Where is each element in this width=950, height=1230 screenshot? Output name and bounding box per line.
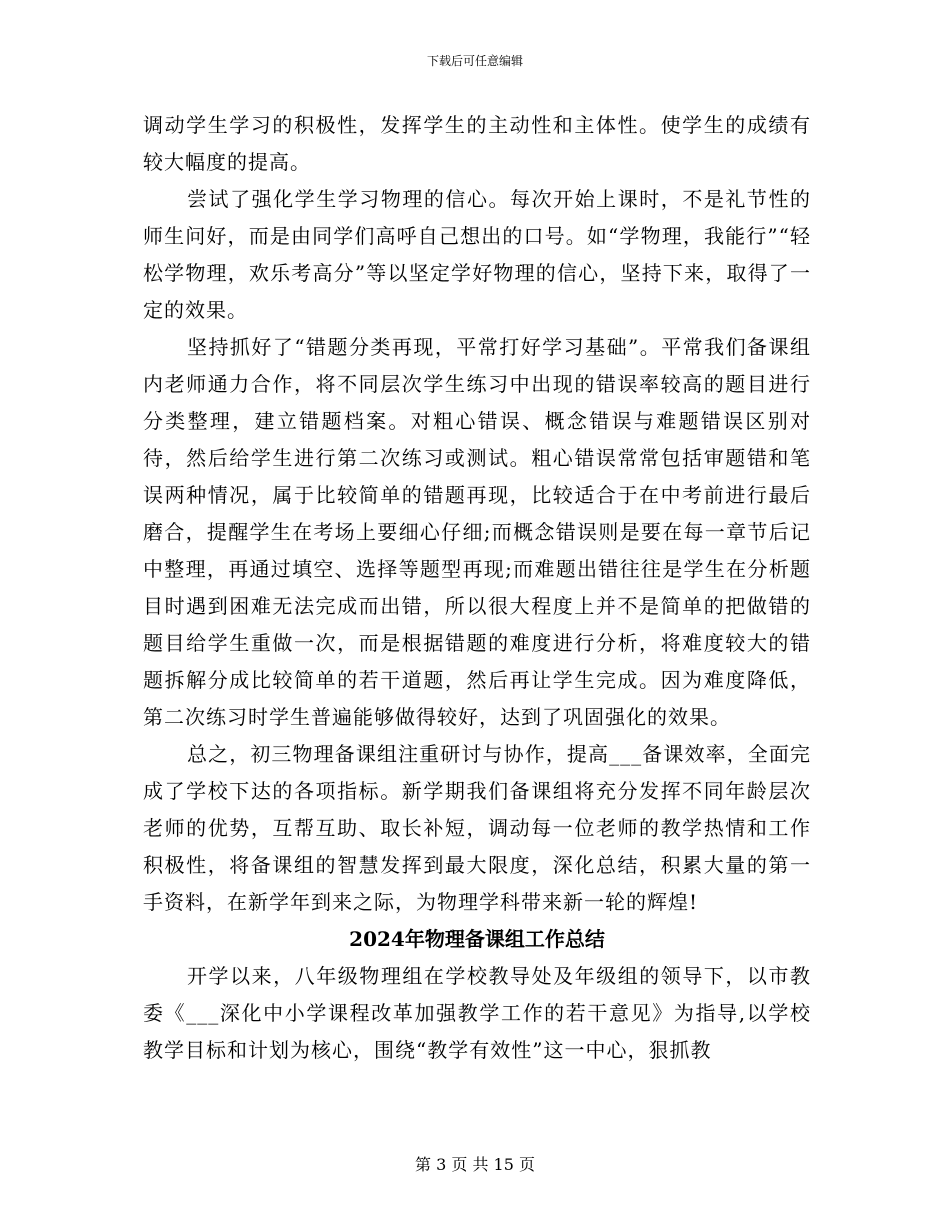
paragraph-2: 尝试了强化学生学习物理的信心。每次开始上课时，不是礼节性的师生问好，而是由同学们高呼自己想出的口号。如“学物理，我能行”“轻松学物理，欢乐考高分”等以坚定学好物理的信心，坚持下来，取得了一定的效果。 — [143, 187, 811, 322]
paragraph-5: 开学以来，八年级物理组在学校教导处及年级组的领导下，以市教委《___深化中小学课程改革加强教学工作的若干意见》为指导,以学校教学目标和计划为核心，围绕“教学有效性”这一中心，狠抓教 — [143, 964, 811, 1062]
page-footer: 第 3 页 共 15 页 — [415, 1155, 535, 1174]
section-heading: 2024年物理备课组工作总结 — [349, 927, 605, 951]
paragraph-3: 坚持抓好了“错题分类再现，平常打好学习基础”。平常我们备课组内老师通力合作，将不同层次学生练习中出现的错误率较高的题目进行分类整理，建立错题档案。对粗心错误、概念错误与难题错误区别对待，然后给学生进行第二次练习或测试。粗心错误常常包括审题错和笔误两种情况，属于比较简单的错题再现，比较适合于在中考前进行最后磨合，提醒学生在考场上要细心仔细;而概念错误则是要在每一章节后记中整理，再通过填空、选择等题型再现;而难题出错往往是学生在分析题目时遇到困难无法完成而出错，所以很大程度上并不是简单的把做错的题目给学生重做一次，而是根据错题的难度进行分析，将难度较大的错题拆解分成比较简单的若干道题，然后再让学生完成。因为难度降低，第二次练习时学生普遍能够做得较好，达到了巩固强化的效果。 — [143, 335, 811, 729]
paragraph-4: 总之，初三物理备课组注重研讨与协作，提高___备课效率，全面完成了学校下达的各项指标。新学期我们备课组将充分发挥不同年龄层次老师的优势，互帮互助、取长补短，调动每一位老师的教学热情和工作积极性，将备课组的智慧发挥到最大限度，深化总结，积累大量的第一手资料，在新学年到来之际，为物理学科带来新一轮的辉煌! — [143, 742, 811, 914]
page-header: 下载后可任意编辑 — [426, 54, 523, 68]
paragraph-1: 调动学生学习的积极性，发挥学生的主动性和主体性。使学生的成绩有较大幅度的提高。 — [143, 113, 811, 174]
document-body — [143, 107, 811, 1069]
